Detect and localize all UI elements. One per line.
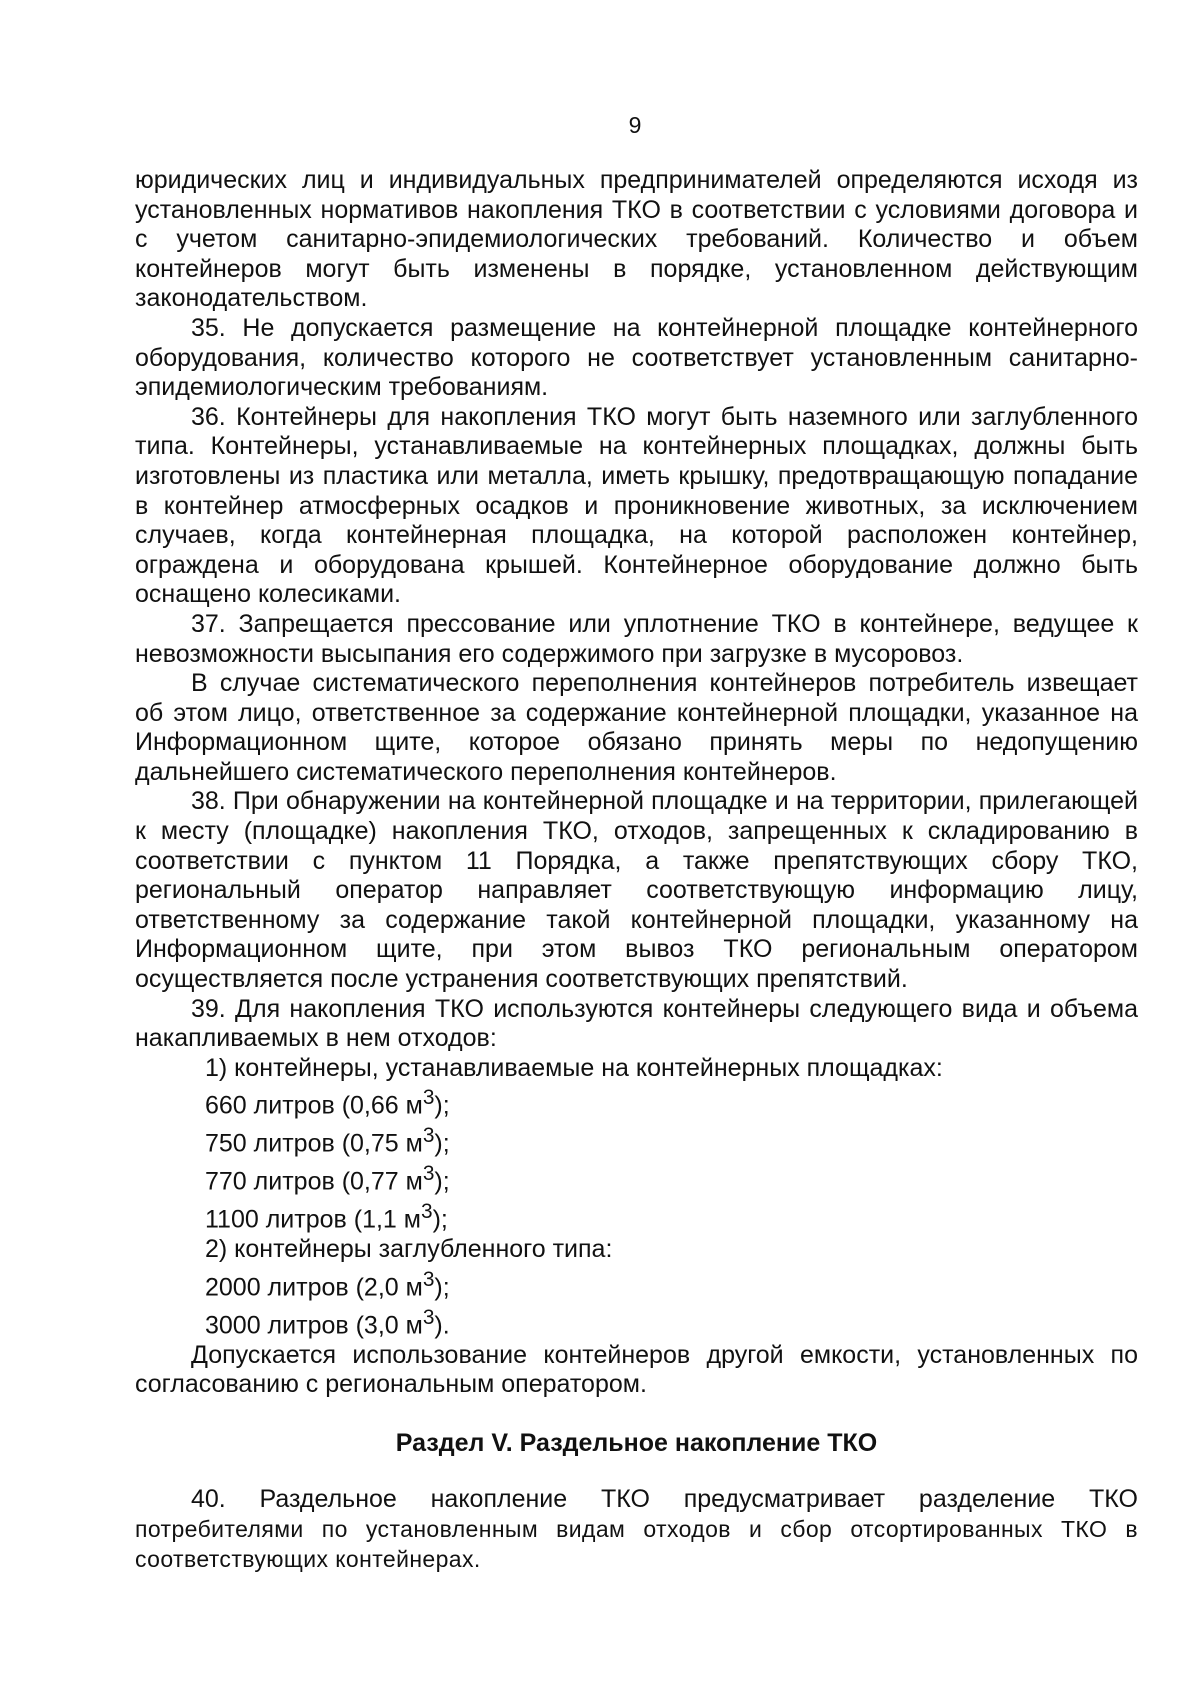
list-item: 750 литров (0,75 $м^3$);	[205, 1124, 450, 1158]
paragraph-36: 36. Контейнеры для накопления ТКО могут быть наземного или заглубленного типа. Контейнеры, устанавливаемые на контейнерных площадках, должны быть изготовлены из пластика или металла, иметь крышку, предотвращающую попадание в контейнер атмосферных осадков и проникновение животных, за исключением случаев, когда контейнерная площадка, на которой расположен контейнер, ограждена и оборудована крышей. Контейнерное оборудование должно быть оснащено колесиками.	[135, 402, 1138, 609]
list-item: 3000 литров (3,0 $м^3$).	[205, 1305, 450, 1339]
paragraph-38: 38. При обнаружении на контейнерной площадке и на территории, прилегающей к месту (площадке) накопления ТКО, отходов, запрещенных к складированию в соответствии с пунктом 11 Порядка, а также препятствующих сбору ТКО, региональный оператор направляет соответствующую информацию лицу, ответственному за содержание такой контейнерной площадки, указанному на Информационном щите, при этом вывоз ТКО региональным оператором осуществляется после устранения соответствующих препятствий.	[135, 787, 1138, 994]
list-item: 660 литров (0,66 $м^3$);	[205, 1086, 450, 1120]
paragraph-39-note: Допускается использование контейнеров другой емкости, установленных по согласованию с региональным оператором.	[135, 1340, 1138, 1399]
section-heading: Раздел V. Раздельное накопление ТКО	[395, 1428, 878, 1457]
list-group-2-title: 2) контейнеры заглубленного типа:	[205, 1235, 613, 1264]
paragraph-continuation: юридических лиц и индивидуальных предпринимателей определяются исходя из установленных нормативов накопления ТКО в соответствии с условиями договора и с учетом санитарно-эпидемиологических требований. Количество и объем контейнеров могут быть изменены в порядке, установленном действующим законодательством.	[135, 166, 1138, 313]
list-item: 770 литров (0,77 $м^3$);	[205, 1162, 450, 1196]
page-number: 9	[628, 112, 642, 138]
list-group-1-title: 1) контейнеры, устанавливаемые на контейнерных площадках:	[205, 1053, 943, 1082]
paragraph-39: 39. Для накопления ТКО используются контейнеры следующего вида и объема накапливаемых в нем отходов:	[135, 994, 1138, 1053]
paragraph-40: 40. Раздельное накопление ТКО предусматривает разделение ТКО потребителями по установленным видам отходов и сбор отсортированных ТКО в соответствующих контейнерах.	[135, 1485, 1138, 1572]
list-item: 2000 литров (2,0 $м^3$);	[205, 1267, 450, 1302]
page-body	[135, 166, 1138, 1574]
paragraph-37: 37. Запрещается прессование или уплотнение ТКО в контейнере, ведущее к невозможности высыпания его содержимого при загрузке в мусоровоз.	[135, 609, 1138, 668]
paragraph-37-overflow: В случае систематического переполнения контейнеров потребитель извещает об этом лицо, ответственное за содержание контейнерной площадки, указанное на Информационном щите, которое обязано принять меры по недопущению дальнейшего систематического переполнения контейнеров.	[135, 669, 1138, 786]
list-item: 1100 литров (1,1 $м^3$);	[205, 1200, 448, 1234]
paragraph-35: 35. Не допускается размещение на контейнерной площадке контейнерного оборудования, количество которого не соответствует установленным санитарно-эпидемиологическим требованиям.	[135, 313, 1138, 402]
